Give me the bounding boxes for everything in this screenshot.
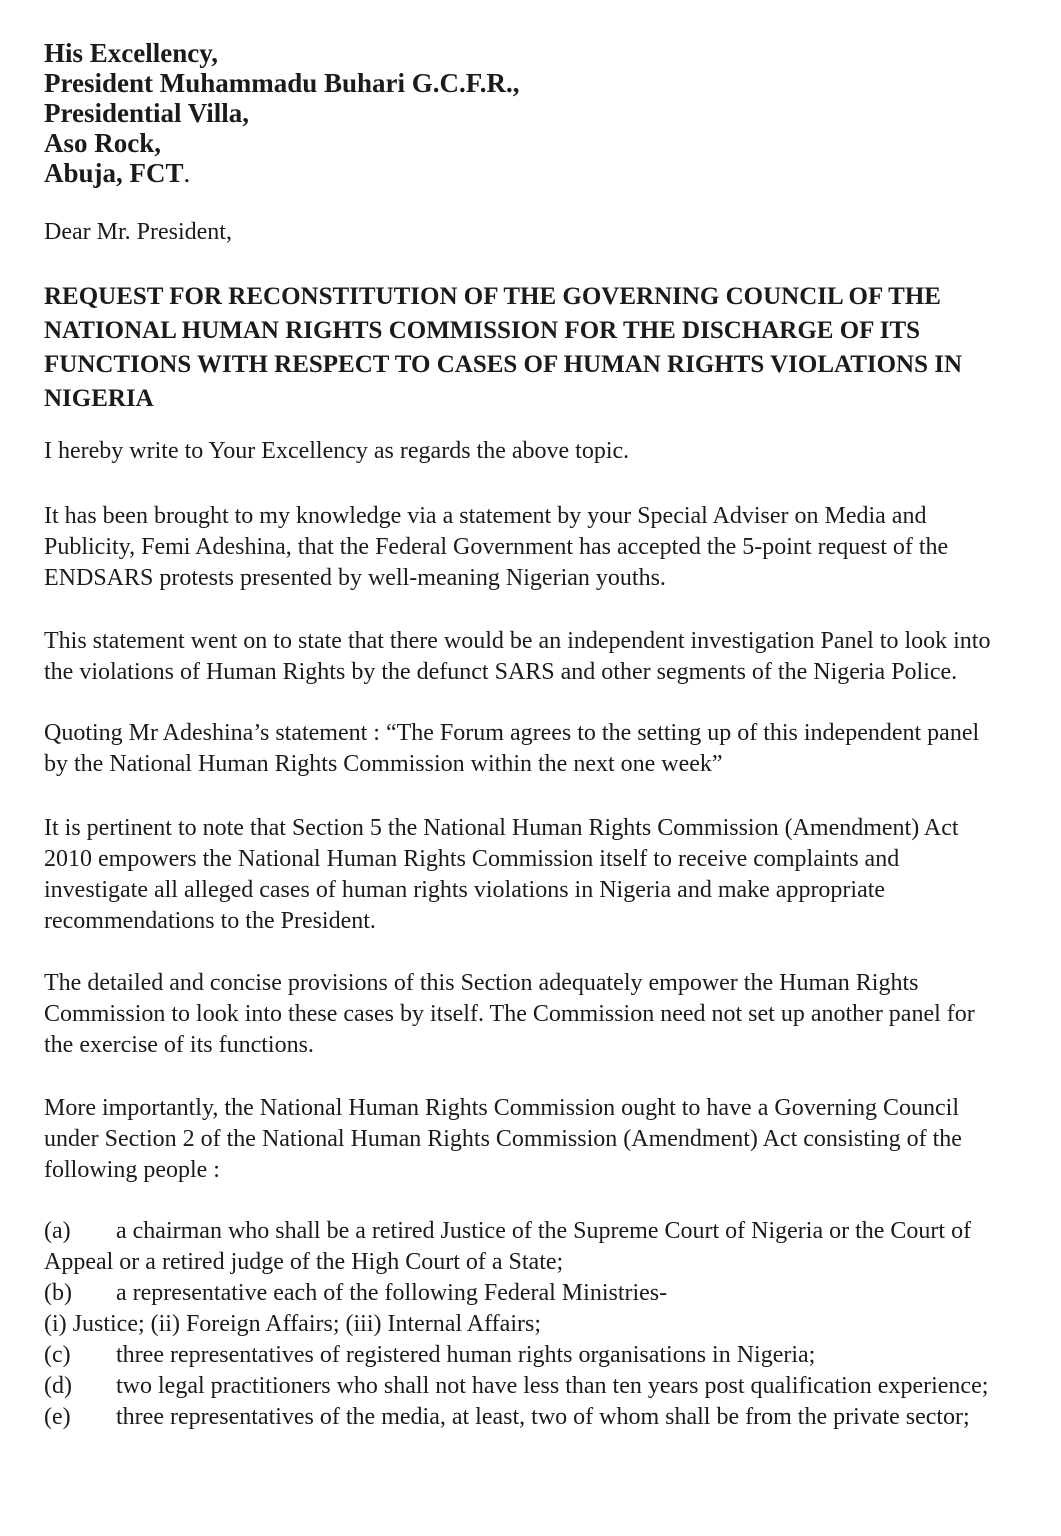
list-item-d: [44, 1371, 1023, 1402]
paragraph-line: the exercise of its functions.: [44, 1032, 314, 1058]
list-item-text: two legal practitioners who shall not have less than ten years post qualification experience;: [116, 1373, 989, 1399]
paragraph-line: More importantly, the National Human Rights Commission ought to have a Governing Council: [44, 1095, 959, 1121]
address-line: His Excellency,: [44, 38, 218, 68]
paragraph-line: This statement went on to state that there would be an independent investigation Panel to look into: [44, 628, 991, 654]
list-item-a: [44, 1216, 1023, 1247]
address-line: Presidential Villa,: [44, 98, 250, 128]
paragraph-section5: [44, 813, 1023, 937]
paragraph-line: Publicity, Femi Adeshina, that the Federal Government has accepted the 5-point request of the: [44, 534, 949, 560]
paragraph-investigation-panel: [44, 626, 1023, 688]
council-composition-list: [44, 1216, 1023, 1433]
address-line: Aso Rock,: [44, 128, 162, 158]
paragraph-line: the violations of Human Rights by the defunct SARS and other segments of the Nigeria Police.: [44, 659, 958, 685]
subject-line: FUNCTIONS WITH RESPECT TO CASES OF HUMAN RIGHTS VIOLATIONS IN: [44, 351, 963, 378]
salutation: Dear Mr. President,: [44, 219, 232, 245]
paragraph-line: by the National Human Rights Commission within the next one week”: [44, 751, 723, 777]
paragraph-statement-knowledge: [44, 501, 1023, 594]
paragraph-line: following people :: [44, 1157, 220, 1183]
list-item-a-wrap: Appeal or a retired judge of the High Court of a State;: [44, 1249, 564, 1275]
paragraph-line: Quoting Mr Adeshina’s statement : “The Forum agrees to the setting up of this independent panel: [44, 720, 980, 746]
paragraph-line: investigate all alleged cases of human rights violations in Nigeria and make appropriate: [44, 877, 886, 903]
subject-heading: [44, 280, 1023, 416]
paragraph-intro: [44, 436, 1023, 467]
list-item-text: a representative each of the following Federal Ministries-: [116, 1280, 668, 1306]
subject-line: NIGERIA: [44, 385, 154, 412]
paragraph-line: recommendations to the President.: [44, 908, 376, 934]
list-item-label: (c): [44, 1342, 71, 1368]
list-item-e: [44, 1402, 1023, 1433]
paragraph-line: It has been brought to my knowledge via a statement by your Special Adviser on Media and: [44, 503, 927, 529]
list-item-label: (d): [44, 1373, 72, 1399]
address-line: President Muhammadu Buhari G.C.F.R.,: [44, 68, 520, 98]
list-item-text: three representatives of the media, at least, two of whom shall be from the private sector;: [116, 1404, 970, 1430]
subject-line: REQUEST FOR RECONSTITUTION OF THE GOVERNING COUNCIL OF THE: [44, 283, 941, 310]
paragraph-provisions: [44, 968, 1023, 1061]
recipient-address: [44, 38, 1023, 188]
paragraph-quote: [44, 718, 1023, 780]
paragraph-line: 2010 empowers the National Human Rights Commission itself to receive complaints and: [44, 846, 900, 872]
list-item-label: (e): [44, 1404, 71, 1430]
paragraph-governing-council: [44, 1093, 1023, 1186]
subject-line: NATIONAL HUMAN RIGHTS COMMISSION FOR THE DISCHARGE OF ITS: [44, 317, 921, 344]
list-item-label: (a): [44, 1218, 71, 1244]
paragraph-line: Commission to look into these cases by itself. The Commission need not set up another panel for: [44, 1001, 975, 1027]
paragraph-line: The detailed and concise provisions of this Section adequately empower the Human Rights: [44, 970, 919, 996]
list-item-text: (i) Justice; (ii) Foreign Affairs; (iii) Internal Affairs;: [44, 1311, 541, 1337]
address-line-city: [44, 158, 1023, 188]
list-item-text: three representatives of registered human rights organisations in Nigeria;: [116, 1342, 816, 1368]
letter-content: [0, 38, 1061, 1433]
address-city-bold: Abuja, FCT: [44, 158, 184, 188]
list-item-ministries: [44, 1309, 1023, 1340]
paragraph-line: It is pertinent to note that Section 5 the National Human Rights Commission (Amendment) Act: [44, 815, 959, 841]
list-item-b: [44, 1278, 1023, 1309]
paragraph-line: I hereby write to Your Excellency as regards the above topic.: [44, 438, 630, 464]
list-item-text: a chairman who shall be a retired Justice of the Supreme Court of Nigeria or the Court of: [116, 1218, 972, 1244]
list-item-c: [44, 1340, 1023, 1371]
list-item-label: (b): [44, 1280, 72, 1306]
paragraph-line: under Section 2 of the National Human Rights Commission (Amendment) Act consisting of the: [44, 1126, 962, 1152]
address-city-period: .: [183, 158, 191, 188]
paragraph-line: ENDSARS protests presented by well-meaning Nigerian youths.: [44, 565, 666, 591]
